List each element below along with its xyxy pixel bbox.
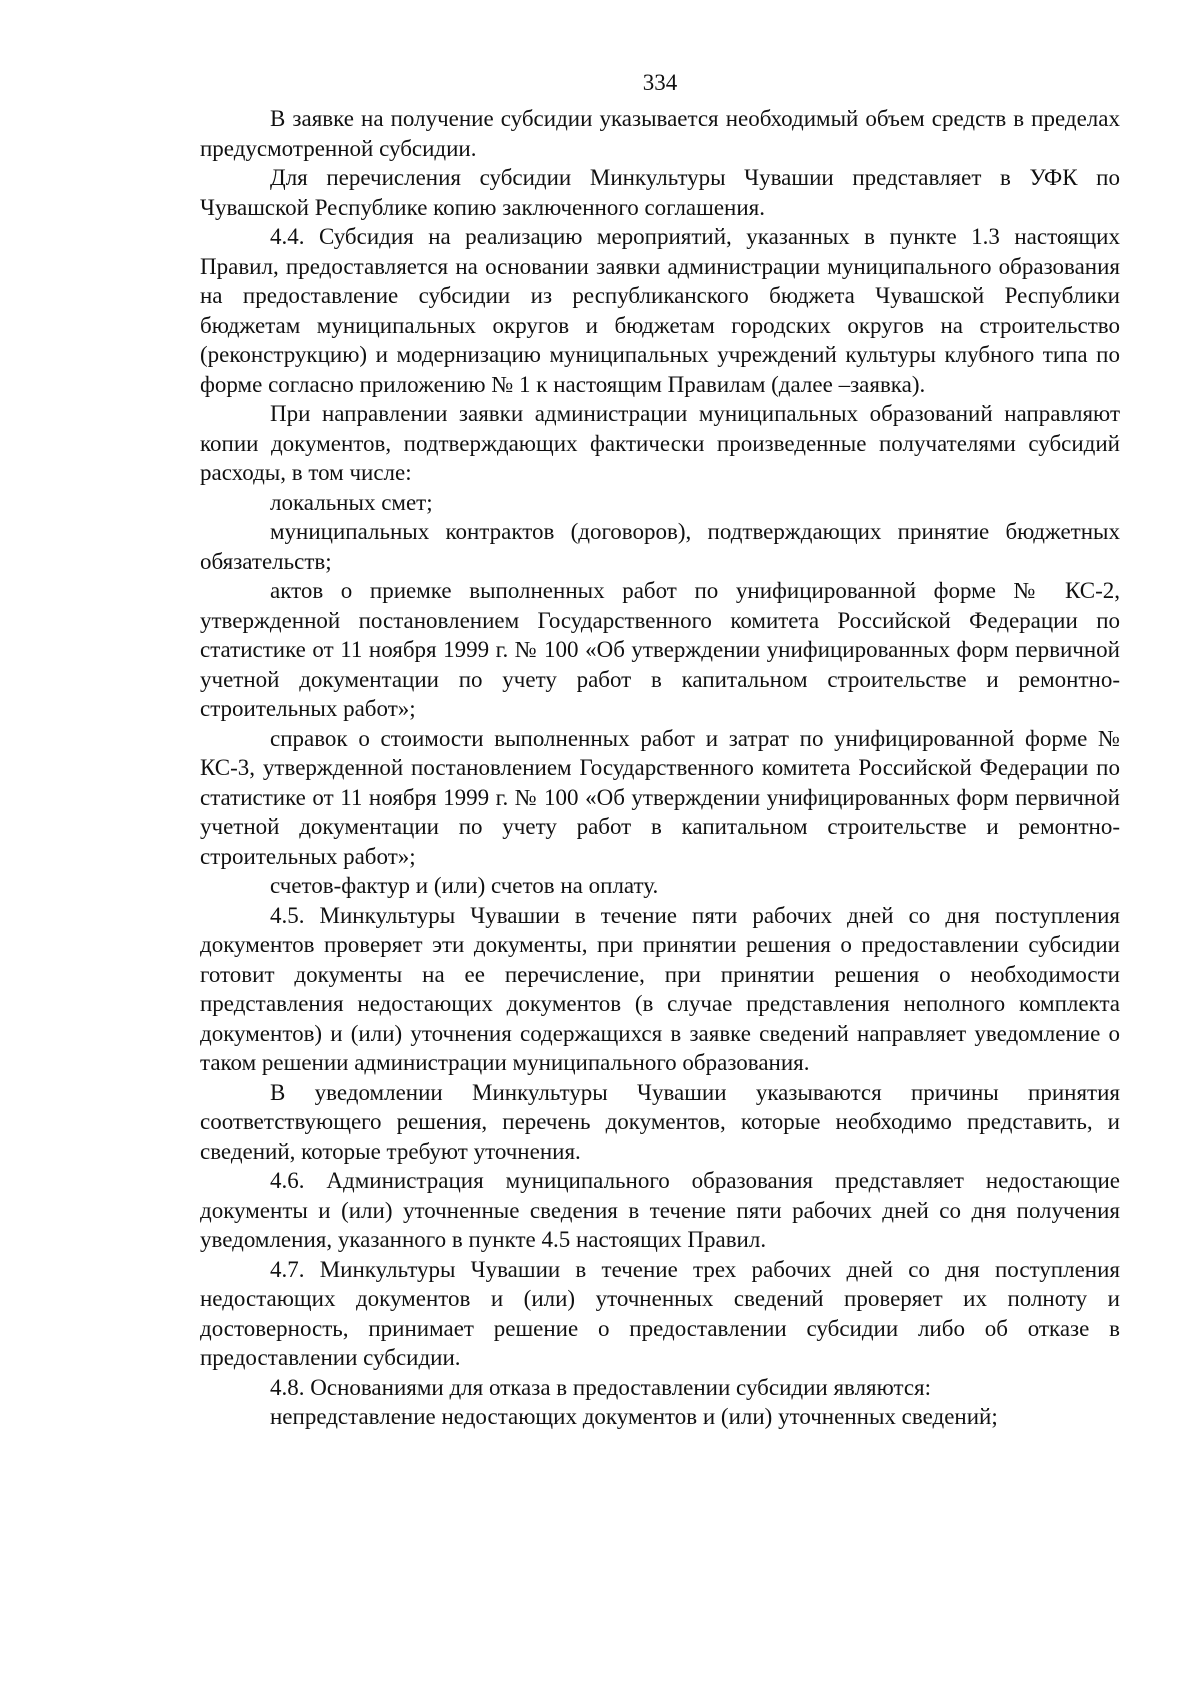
list-item-local-estimates: локальных смет; (270, 489, 433, 515)
paragraph-subsidy-request-volume: В заявке на получение субсидии указывается необходимый объем средств в пределах предусмотренной субсидии. (200, 106, 1120, 161)
paragraph-documents-list-intro: При направлении заявки администрации муниципальных образований направляют копии документов, подтверждающих фактически произведенные получателями субсидий расходы, в том числе: (200, 401, 1120, 485)
document-body (200, 104, 1120, 1432)
paragraph-4-4: 4.4. Субсидия на реализацию мероприятий, указанных в пункте 1.3 настоящих Правил, предоставляется на основании заявки администрации муниципального образования на предоставление субсидии из республиканского бюджета Чувашской Республики бюджетам муниципальных округов и бюджетам городских округов на строительство (реконструкцию) и модернизацию муниципальных учреждений культуры клубного типа по форме согласно приложению № 1 к настоящим Правилам (далее –заявка). (200, 224, 1120, 397)
paragraph-4-7: 4.7. Минкультуры Чувашии в течение трех рабочих дней со дня поступления недостающих документов и (или) уточненных сведений проверяет их полноту и достоверность, принимает решение о предоставлении субсидии либо об отказе в предоставлении субсидии. (200, 1256, 1120, 1370)
paragraph-notification-reasons: В уведомлении Минкультуры Чувашии указываются причины принятия соответствующего решения, перечень документов, которые необходимо представить, и сведений, которые требуют уточнения. (200, 1079, 1120, 1164)
document-page (200, 68, 1120, 1432)
paragraph-4-5: 4.5. Минкультуры Чувашии в течение пяти рабочих дней со дня поступления документов проверяет эти документы, при принятии решения о предоставлении субсидии готовит документы на ее перечисление, при принятии решения о необходимости представления недостающих документов (в случае представления неполного комплекта документов) и (или) уточнения содержащихся в заявке сведений направляет уведомление о таком решении администрации муниципального образования. (200, 902, 1120, 1075)
paragraph-agreement-copy: Для перечисления субсидии Минкультуры Чувашии представляет в УФК по Чувашской Республике копию заключенного соглашения. (200, 165, 1120, 220)
list-item-municipal-contracts: муниципальных контрактов (договоров), подтверждающих принятие бюджетных обязательств; (200, 519, 1120, 574)
page-number: 334 (642, 70, 678, 95)
list-item-missing-documents: непредставление недостающих документов и (или) уточненных сведений; (270, 1404, 998, 1429)
list-item-ks3-certificates: справок о стоимости выполненных работ и затрат по унифицированной форме № КС-3, утвержденной постановлением Государственного комитета Российской Федерации по статистике от 11 ноября 1999 г. № 100 «Об утверждении унифицированных форм первичной учетной документации по учету работ в капитальном строительстве и ремонтно-строительных работ»; (200, 725, 1120, 869)
paragraph-4-8: 4.8. Основаниями для отказа в предоставлении субсидии являются: (270, 1374, 932, 1400)
list-item-ks2-acts: актов о приемке выполненных работ по унифицированной форме № КС-2, утвержденной постановлением Государственного комитета Российской Федерации по статистике от 11 ноября 1999 г. № 100 «Об утверждении унифицированных форм первичной учетной документации по учету работ в капитальном строительстве и ремонтно-строительных работ»; (200, 578, 1120, 721)
paragraph-4-6: 4.6. Администрация муниципального образования представляет недостающие документы и (или) уточненные сведения в течение пяти рабочих дней со дня получения уведомления, указанного в пункте 4.5 настоящих Правил. (200, 1168, 1120, 1252)
list-item-invoices: счетов-фактур и (или) счетов на оплату. (270, 873, 659, 898)
